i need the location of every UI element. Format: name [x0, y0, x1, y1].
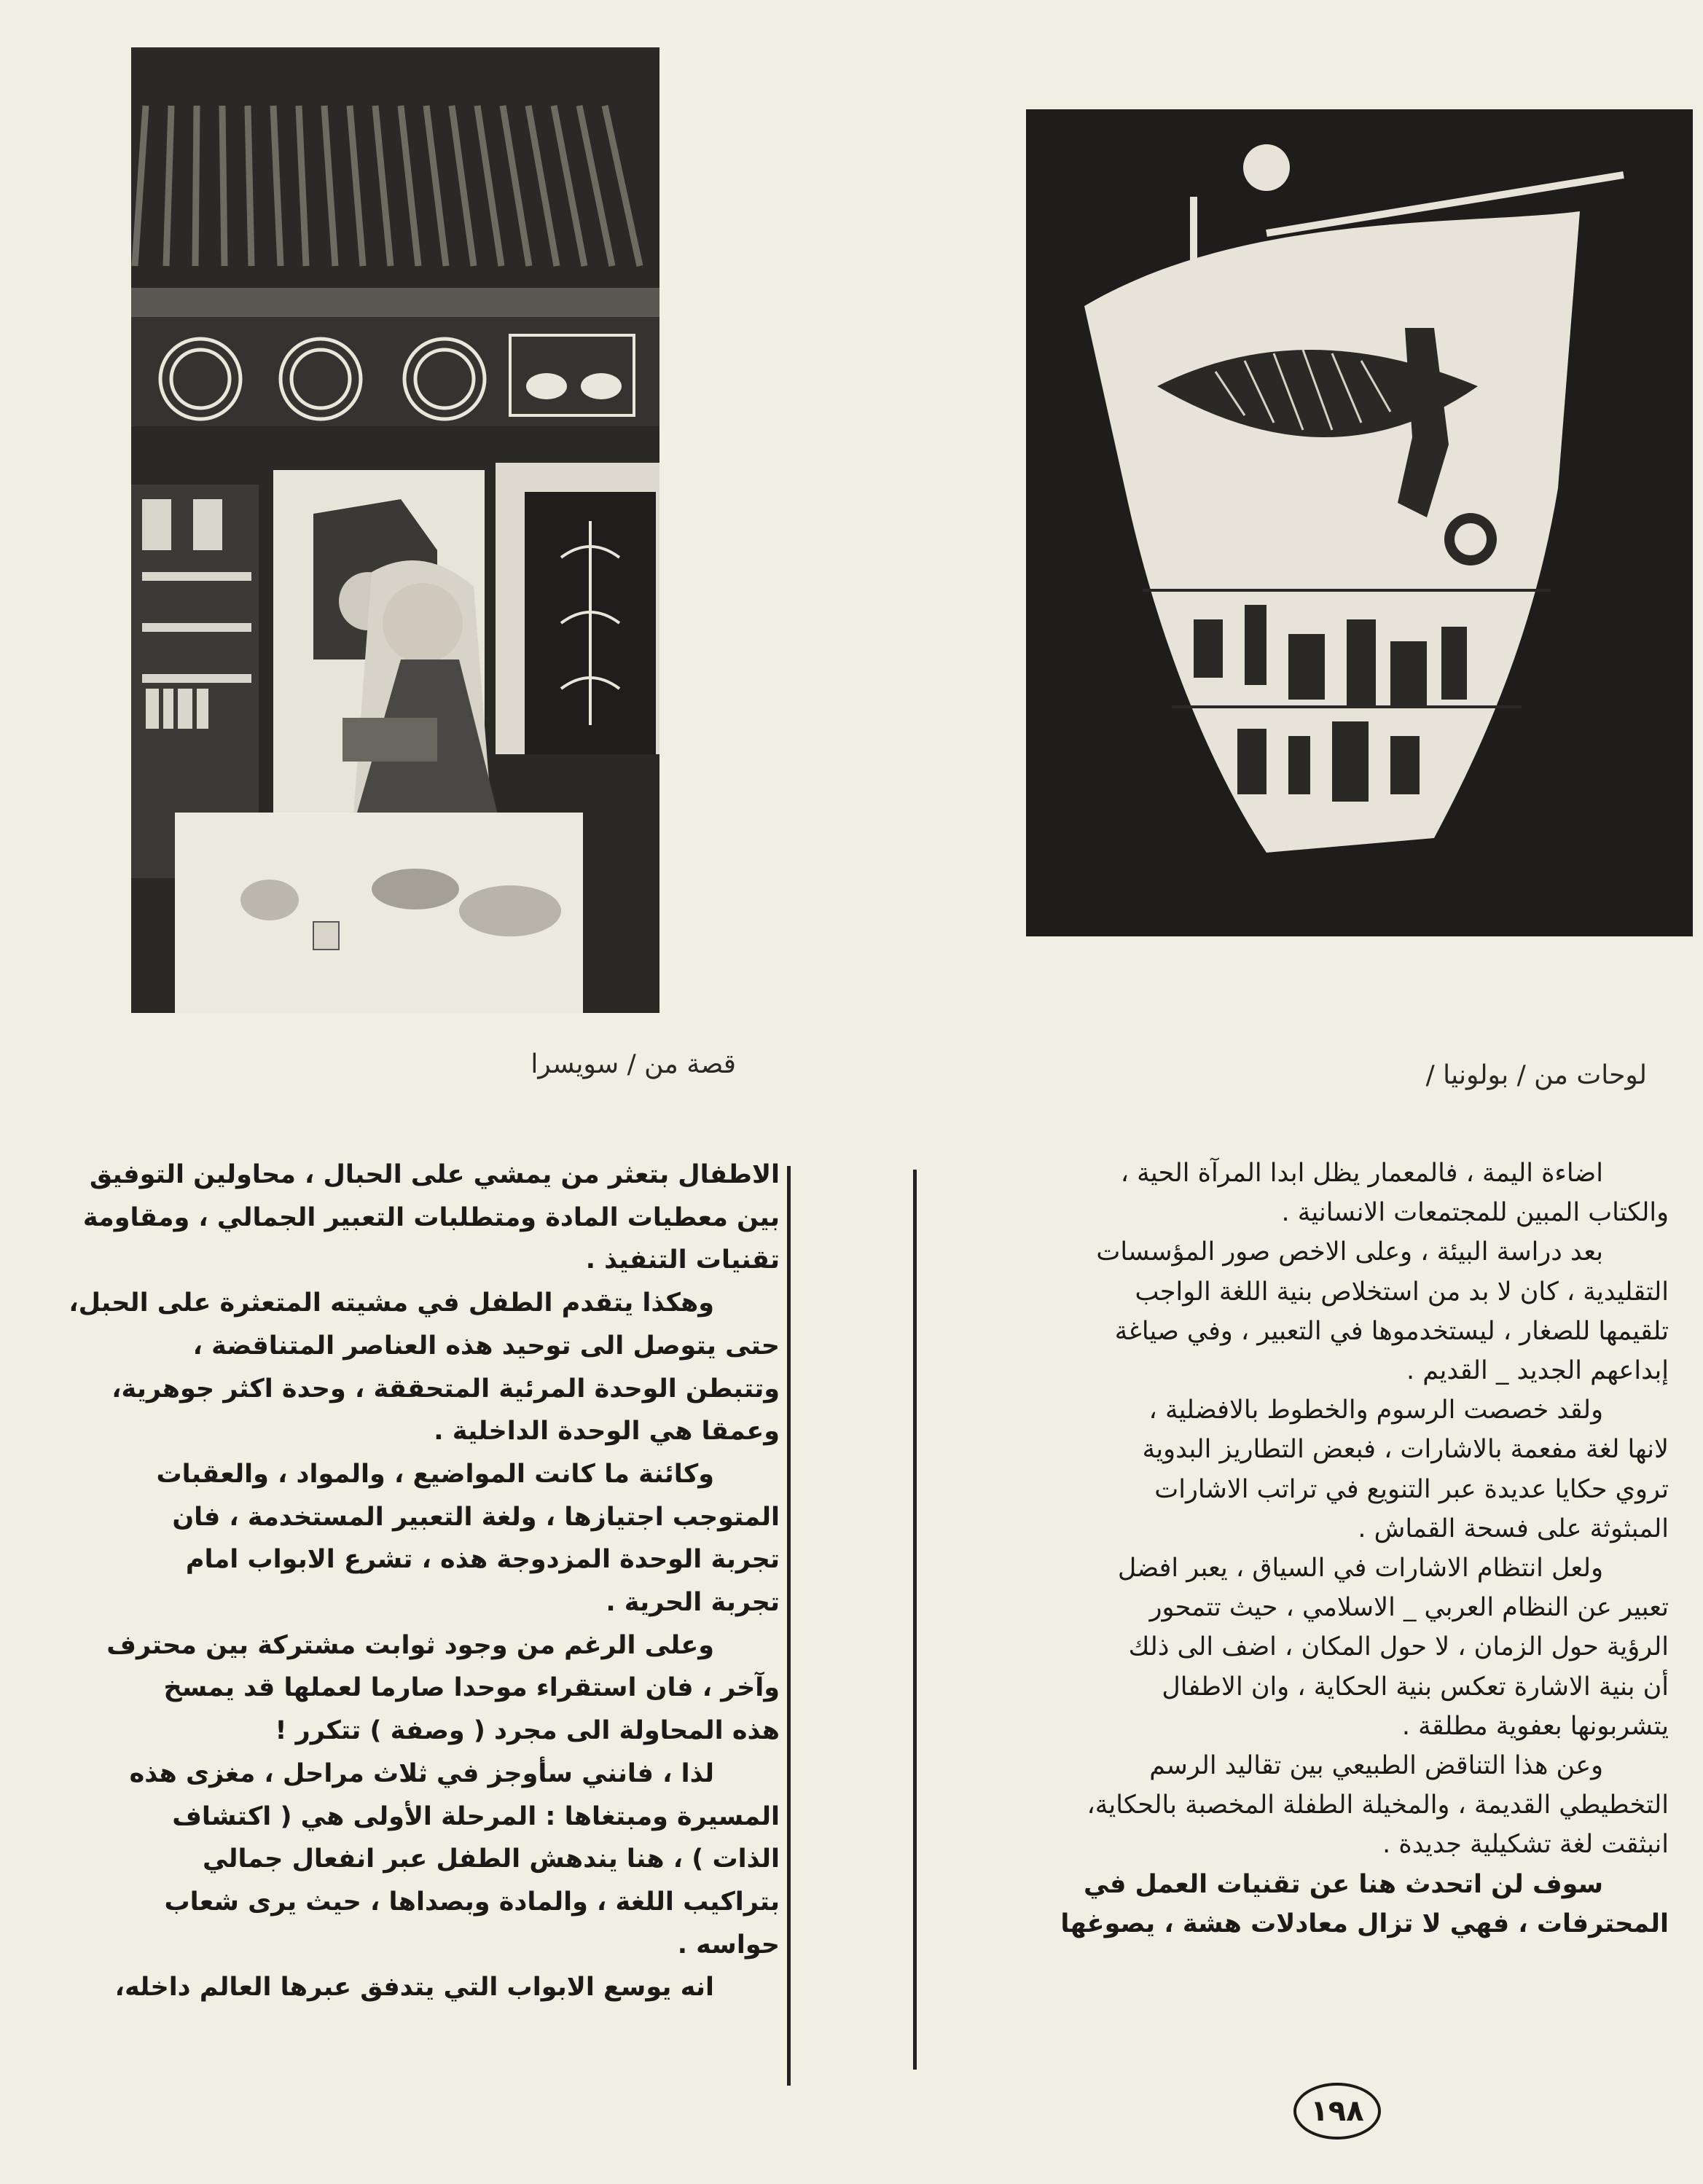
- painting-ship-print: [1026, 109, 1693, 936]
- text-line: التخطيطي القديمة ، والمخيلة الطفلة المخصبة بالحكاية،: [1087, 1790, 1669, 1820]
- text-line: وعن هذا التناقض الطبيعي بين تقاليد الرسم: [1149, 1751, 1603, 1781]
- text-line: انه يوسع الابواب التي يتدفق عبرها العالم داخله،: [114, 1973, 714, 2003]
- text-line: تجربة الحرية .: [606, 1588, 780, 1618]
- caption-right: لوحات من / بولونيا /: [1425, 1060, 1647, 1090]
- text-line: تعبير عن النظام العربي _ الاسلامي ، حيث تتمحور: [1149, 1593, 1669, 1623]
- text-line: لانها لغة مفعمة بالاشارات ، فبعض التطاريز البدوية: [1142, 1435, 1669, 1465]
- column-divider-right: [913, 1170, 917, 2070]
- text-line: تقنيات التنفيذ .: [585, 1245, 780, 1275]
- text-line: وكائنة ما كانت المواضيع ، والمواد ، والعقبات: [156, 1459, 714, 1489]
- text-line: ولقد خصصت الرسوم والخطوط بالافضلية ،: [1148, 1396, 1603, 1425]
- text-line: تجربة الوحدة المزدوجة هذه ، تشرع الابواب امام: [185, 1545, 780, 1575]
- text-line: بعد دراسة البيئة ، وعلى الاخص صور المؤسسات: [1096, 1237, 1603, 1267]
- text-line: وهكذا يتقدم الطفل في مشيته المتعثرة على الحبل،: [68, 1288, 714, 1318]
- caption-left: قصة من / سويسرا: [531, 1049, 736, 1079]
- painting-kitchen-scene: [131, 47, 659, 1013]
- text-line: المتوجب اجتيازها ، ولغة التعبير المستخدمة ، فان: [172, 1502, 780, 1532]
- text-line: تروي حكايا عديدة عبر التنويع في تراتب الاشارات: [1154, 1474, 1669, 1504]
- text-line: وآخر ، فان استقراء موحدا صارما لعملها قد يمسخ: [163, 1673, 780, 1703]
- text-line: التقليدية ، كان لا بد من استخلاص بنية اللغة الواجب: [1135, 1277, 1669, 1307]
- text-line: ولعل انتظام الاشارات في السياق ، يعبر افضل: [1117, 1554, 1603, 1584]
- text-line: الرؤية حول الزمان ، لا حول المكان ، اضف الى ذلك: [1128, 1632, 1669, 1662]
- text-line: اضاءة اليمة ، فالمعمار يظل ابدا المرآة الحية ،: [1120, 1159, 1603, 1188]
- text-line: المسيرة ومبتغاها : المرحلة الأولى هي ( اكتشاف: [172, 1801, 780, 1831]
- page-number: ١٩٨: [1293, 2083, 1381, 2140]
- text-line: حتى يتوصل الى توحيد هذه العناصر المتناقضة ،: [192, 1331, 780, 1361]
- text-line: الاطفال بتعثر من يمشي على الحبال ، محاولين التوفيق: [89, 1160, 780, 1189]
- kitchen-scene-artwork: [131, 47, 659, 1013]
- text-line: أن بنية الاشارة تعكس بنية الحكاية ، وان الاطفال: [1162, 1672, 1669, 1702]
- text-line: لذا ، فانني سأوجز في ثلاث مراحل ، مغزى هذه: [129, 1758, 714, 1788]
- column-divider-left: [787, 1166, 791, 2086]
- text-line: وعمقا هي الوحدة الداخلية .: [434, 1417, 780, 1447]
- text-line: وتتبطن الوحدة المرئية المتحققة ، وحدة اكثر جوهرية،: [111, 1374, 780, 1404]
- text-line: بين معطيات المادة ومتطلبات التعبير الجمالي ، ومقاومة: [82, 1202, 780, 1232]
- text-line: إبداعهم الجديد _ القديم .: [1406, 1356, 1669, 1386]
- text-column-left: [29, 1154, 780, 2009]
- text-line: تلقيمها للصغار ، ليستخدموها في التعبير ، وفي صياغة: [1114, 1316, 1669, 1346]
- text-column-right: [925, 1154, 1669, 1944]
- text-line: وعلى الرغم من وجود ثوابت مشتركة بين محترف: [106, 1630, 714, 1660]
- text-line: انبثقت لغة تشكيلية جديدة .: [1382, 1830, 1669, 1860]
- text-line: المحترفات ، فهي لا تزال معادلات هشة ، يصوغها: [1060, 1909, 1669, 1938]
- text-line: والكتاب المبين للمجتمعات الانسانية .: [1281, 1198, 1669, 1228]
- text-line: المبثوثة على فسحة القماش .: [1358, 1514, 1669, 1543]
- text-line: حواسه .: [677, 1930, 780, 1960]
- text-line: يتشربونها بعفوية مطلقة .: [1401, 1711, 1669, 1741]
- text-line: بتراكيب اللغة ، والمادة وبصداها ، حيث يرى شعاب: [164, 1887, 780, 1917]
- text-line: سوف لن اتحدث هنا عن تقنيات العمل في: [1084, 1869, 1603, 1899]
- text-line: الذات ) ، هنا يندهش الطفل عبر انفعال جمالي: [203, 1844, 780, 1874]
- text-line: هذه المحاولة الى مجرد ( وصفة ) تتكرر !: [275, 1716, 780, 1746]
- ship-print-artwork: [1026, 109, 1693, 936]
